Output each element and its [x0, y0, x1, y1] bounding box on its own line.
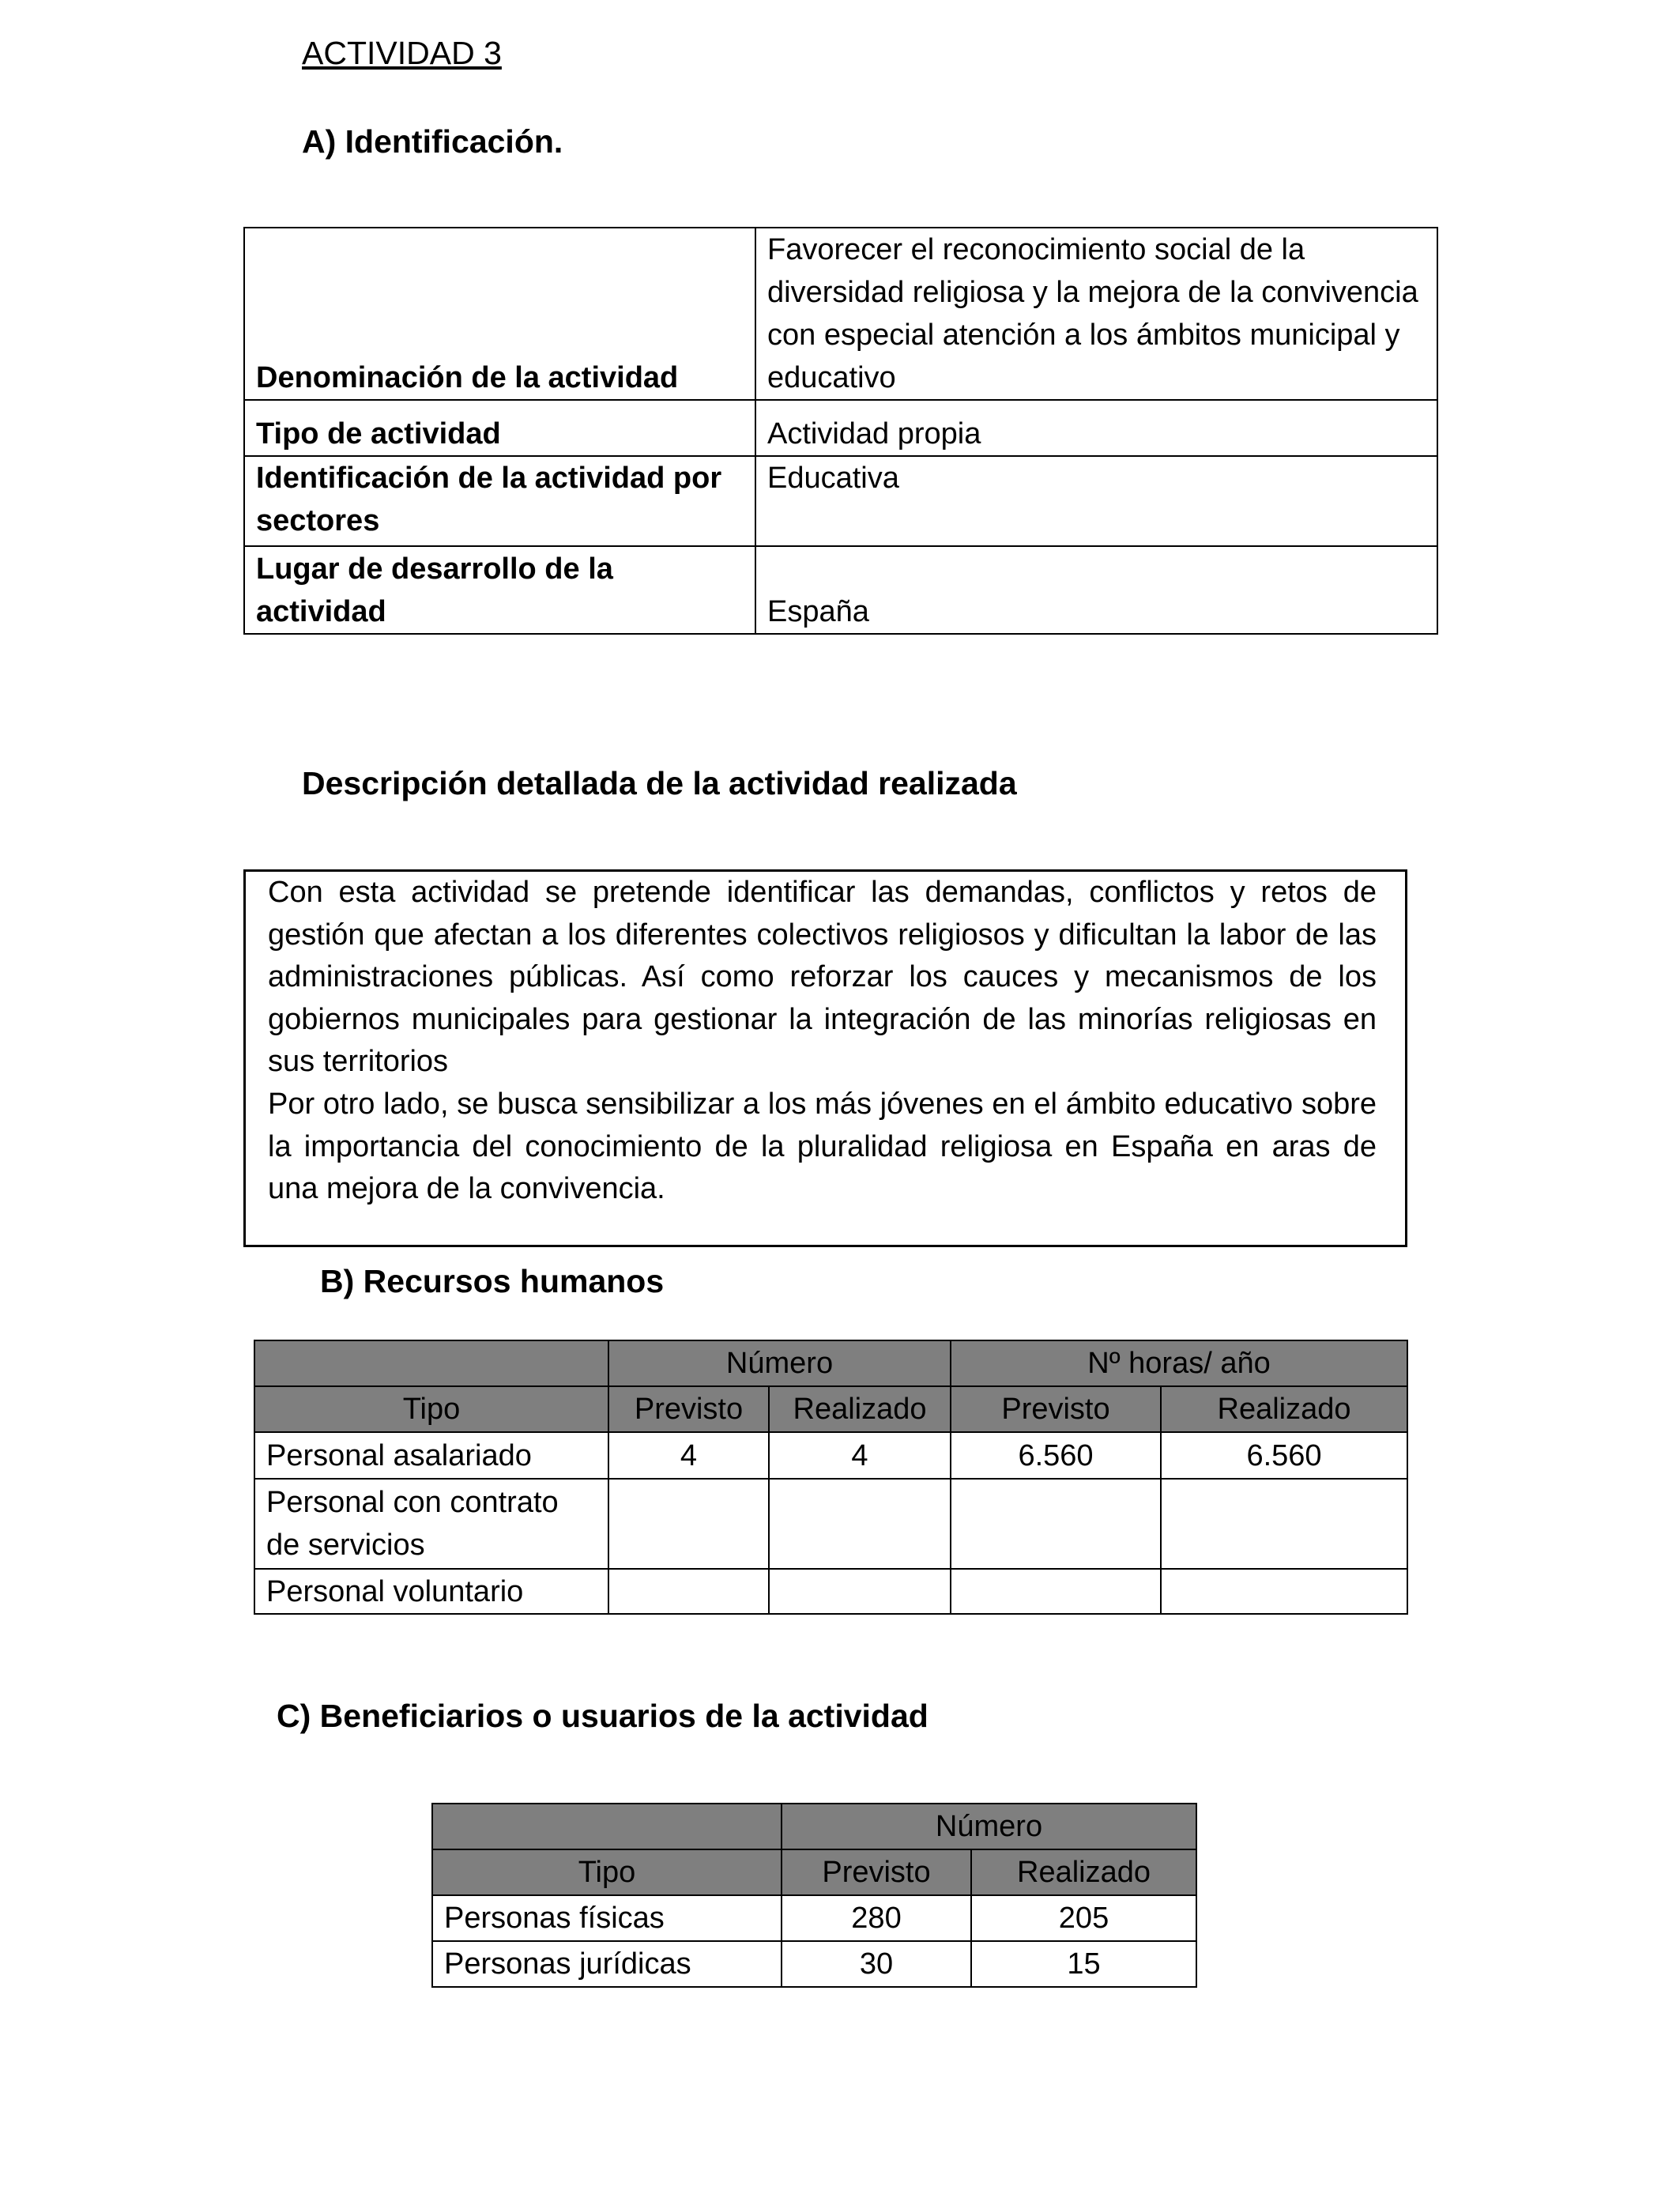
table-row	[254, 1569, 1407, 1614]
cell-num-previsto: 4	[608, 1432, 769, 1479]
header-group-numero: Número	[782, 1804, 1196, 1849]
cell-realizado: 205	[971, 1895, 1196, 1941]
header-previsto: Previsto	[951, 1386, 1161, 1432]
beneficiaries-table	[431, 1803, 1197, 1988]
header-previsto: Previsto	[782, 1849, 971, 1895]
cell-num-realizado	[769, 1479, 951, 1569]
cell-tipo: Personal voluntario	[254, 1569, 608, 1614]
table-header-row	[254, 1340, 1407, 1386]
table-row	[432, 1941, 1196, 1987]
table-row	[244, 456, 1437, 546]
row-label: Tipo de actividad	[244, 400, 755, 456]
row-label: Lugar de desarrollo de la actividad	[244, 546, 755, 634]
table-header-row	[254, 1386, 1407, 1432]
row-value: Favorecer el reconocimiento social de la diversidad religiosa y la mejora de la convivencia con especial atención a los ámbitos municipal y educativo	[755, 228, 1437, 400]
table-row	[244, 546, 1437, 634]
cell-num-realizado: 4	[769, 1432, 951, 1479]
description-paragraph: Con esta actividad se pretende identificar las demandas, conflictos y retos de gestión que afectan a los diferentes colectivos religiosos y dificultan la labor de las administraciones públicas. Así como reforzar los cauces y mecanismos de los gobiernos municipales para gestionar la integración de las minorías religiosas en sus territorios	[268, 876, 1377, 1079]
table-row	[254, 1479, 1407, 1569]
cell-tipo: Personal asalariado	[254, 1432, 608, 1479]
cell-horas-previsto	[951, 1569, 1161, 1614]
cell-num-previsto	[608, 1479, 769, 1569]
cell-horas-realizado	[1161, 1569, 1407, 1614]
cell-horas-realizado	[1161, 1479, 1407, 1569]
section-b-heading: B) Recursos humanos	[320, 1263, 665, 1299]
cell-horas-previsto: 6.560	[951, 1432, 1161, 1479]
page-title: ACTIVIDAD 3	[302, 35, 502, 71]
section-c-heading: C) Beneficiarios o usuarios de la actividad	[277, 1698, 929, 1734]
cell-tipo: Personas físicas	[432, 1895, 782, 1941]
table-header-row	[432, 1849, 1196, 1895]
header-tipo: Tipo	[254, 1386, 608, 1432]
description-box	[243, 869, 1407, 1247]
table-row	[432, 1895, 1196, 1941]
row-label: Identificación de la actividad por sectores	[244, 456, 755, 546]
table-header-row	[432, 1804, 1196, 1849]
table-row	[244, 228, 1437, 400]
cell-tipo: Personal con contrato de servicios	[254, 1479, 608, 1569]
header-realizado: Realizado	[1161, 1386, 1407, 1432]
cell-horas-realizado: 6.560	[1161, 1432, 1407, 1479]
section-a-heading: A) Identificación.	[302, 123, 563, 160]
header-blank	[432, 1804, 782, 1849]
header-realizado: Realizado	[971, 1849, 1196, 1895]
table-row	[254, 1432, 1407, 1479]
table-row	[244, 400, 1437, 456]
header-group-numero: Número	[608, 1340, 951, 1386]
cell-num-realizado	[769, 1569, 951, 1614]
header-blank	[254, 1340, 608, 1386]
header-tipo: Tipo	[432, 1849, 782, 1895]
description-paragraph: Por otro lado, se busca sensibilizar a los más jóvenes en el ámbito educativo sobre la importancia del conocimiento de la pluralidad religiosa en España en aras de una mejora de la convivencia.	[268, 1087, 1377, 1206]
cell-previsto: 30	[782, 1941, 971, 1987]
cell-num-previsto	[608, 1569, 769, 1614]
description-heading: Descripción detallada de la actividad realizada	[302, 765, 1017, 801]
human-resources-table	[254, 1340, 1408, 1615]
row-value: Educativa	[755, 456, 1437, 546]
cell-realizado: 15	[971, 1941, 1196, 1987]
header-previsto: Previsto	[608, 1386, 769, 1432]
cell-horas-previsto	[951, 1479, 1161, 1569]
header-group-horas: Nº horas/ año	[951, 1340, 1407, 1386]
cell-tipo: Personas jurídicas	[432, 1941, 782, 1987]
row-value: España	[755, 546, 1437, 634]
row-label: Denominación de la actividad	[244, 228, 755, 400]
cell-previsto: 280	[782, 1895, 971, 1941]
row-value: Actividad propia	[755, 400, 1437, 456]
header-realizado: Realizado	[769, 1386, 951, 1432]
identification-table	[243, 227, 1438, 635]
